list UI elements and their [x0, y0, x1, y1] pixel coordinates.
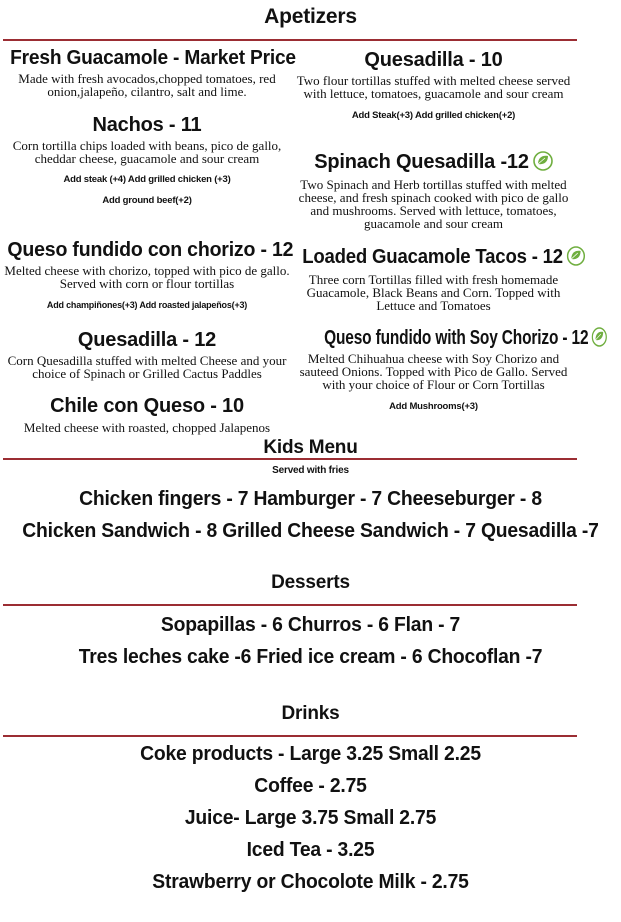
drinks-line: Iced Tea - 3.25	[246, 839, 375, 861]
item-title-text: Loaded Guacamole Tacos - 12	[302, 246, 563, 268]
desserts-line: Tres leches cake -6 Fried ice cream - 6 Chocoflan -7	[78, 646, 543, 668]
item-description: Two flour tortillas stuffed with melted cheese served with lettuce, tomatoes, guacamole and sour cream	[296, 73, 571, 101]
appetizers-divider	[3, 39, 577, 41]
menu-item	[292, 150, 575, 230]
item-description: Corn Quesadilla stuffed with melted Cheese and your choice of Spinach or Grilled Cactus Paddles	[7, 353, 287, 381]
item-title: Quesadilla - 12	[77, 329, 217, 351]
drinks-divider	[3, 735, 577, 737]
item-title-text: Spinach Quesadilla -12	[314, 151, 529, 173]
menu-item	[4, 113, 290, 207]
menu-item	[292, 48, 575, 122]
item-addon: Add Mushrooms(+3)	[389, 401, 478, 412]
item-description: Melted cheese with roasted, chopped Jalapenos	[23, 420, 271, 435]
item-addon: Add champiñones(+3) Add roasted jalapeños(+3)	[46, 300, 248, 310]
drinks-line: Coffee - 2.75	[254, 775, 367, 797]
item-description: Made with fresh avocados,chopped tomatoes, red onion,jalapeño, cilantro, salt and lime.	[18, 71, 276, 99]
leaf-icon	[567, 246, 586, 266]
desserts-divider	[3, 604, 577, 606]
drinks-line: Juice- Large 3.75 Small 2.75	[184, 807, 437, 829]
drinks-title: Drinks	[281, 703, 340, 724]
item-description: Melted cheese with chorizo, topped with pico de gallo. Served with corn or flour tortillas	[4, 263, 290, 291]
leaf-icon	[591, 327, 606, 347]
item-description: Two Spinach and Herb tortillas stuffed with melted cheese, and fresh spinach cooked with pico de gallo and mushrooms. Served with lettuce, tomatoes, guacamole and sour cream	[298, 177, 569, 231]
kids-menu-subtitle: Served with fries	[272, 465, 349, 476]
item-title: Fresh Guacamole - Market Price	[10, 47, 296, 69]
item-title: Nachos - 11	[92, 114, 202, 136]
kids-menu-title: Kids Menu	[263, 437, 358, 458]
item-title	[324, 326, 589, 350]
item-addon: Add steak (+4) Add grilled chicken (+3)	[63, 174, 231, 185]
item-addon: Add Steak(+3) Add grilled chicken(+2)	[351, 110, 516, 121]
desserts-line: Sopapillas - 6 Churros - 6 Flan - 7	[160, 614, 461, 636]
drinks-line: Strawberry or Chocolote Milk - 2.75	[152, 871, 469, 893]
menu-item	[292, 326, 589, 413]
item-addon: Add ground beef(+2)	[102, 195, 192, 206]
item-description: Melted Chihuahua cheese with Soy Chorizo and sauteed Onions. Topped with Pico de Gallo. Served with your choice of Flour or Corn Tortillas	[299, 351, 568, 392]
menu-item	[4, 46, 296, 99]
leaf-icon	[533, 151, 553, 171]
desserts-title: Desserts	[271, 572, 350, 593]
item-description: Corn tortilla chips loaded with beans, pico de gallo, cheddar cheese, guacamole and sour cream	[12, 138, 282, 166]
item-title	[292, 150, 575, 174]
menu-item	[4, 328, 290, 380]
item-title: Queso fundido con chorizo - 12	[7, 239, 294, 261]
menu-item	[4, 394, 290, 434]
appetizers-title: Apetizers	[264, 5, 357, 28]
kids-menu-line: Chicken Sandwich - 8 Grilled Cheese Sandwich - 7 Quesadilla -7	[22, 520, 599, 542]
kids-menu-line: Chicken fingers - 7 Hamburger - 7 Cheeseburger - 8	[79, 488, 542, 510]
drinks-line: Coke products - Large 3.25 Small 2.25	[140, 743, 481, 765]
menu-item	[292, 245, 575, 312]
menu-item	[4, 238, 294, 311]
item-description: Three corn Tortillas filled with fresh homemade Guacamole, Black Beans and Corn. Topped with Lettuce and Tomatoes	[306, 272, 561, 313]
item-title	[302, 245, 565, 269]
item-title-text: Queso fundido with Soy Chorizo - 12	[324, 327, 589, 349]
item-title: Quesadilla - 10	[364, 49, 503, 71]
item-title: Chile con Queso - 10	[50, 395, 244, 417]
